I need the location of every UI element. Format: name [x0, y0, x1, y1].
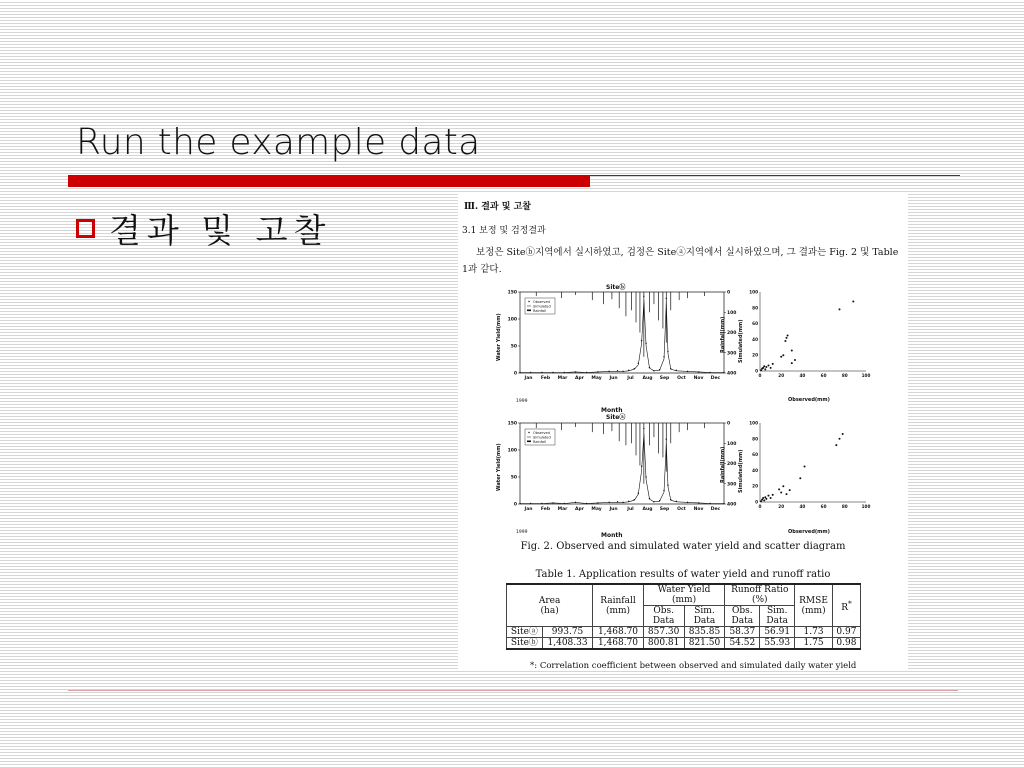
x-tick-label: 80	[841, 373, 848, 378]
observed-point	[709, 503, 710, 504]
scatter-x-label: Observed(mm)	[788, 397, 830, 403]
observed-point	[628, 501, 629, 502]
observed-point	[659, 369, 660, 370]
y2-tick-label: 400	[727, 371, 737, 377]
x-tick-label: 0	[758, 373, 762, 378]
bullet-text: 결과 및 고찰	[109, 211, 332, 250]
y-axis-label-right: Rainfall(mm)	[720, 446, 726, 483]
observed-point	[698, 502, 699, 503]
x-tick-label: Oct	[677, 376, 686, 381]
cell-rr-obs: 58.37	[725, 627, 760, 638]
observed-point	[530, 503, 531, 504]
title-underline-thin	[590, 175, 960, 176]
observed-point	[653, 501, 654, 502]
results-table	[506, 583, 861, 650]
observed-point	[649, 367, 650, 368]
legend-observed-marker	[528, 301, 529, 302]
header-wy-obs: Obs. Data	[643, 606, 684, 627]
y-tick-label: 80	[752, 436, 758, 442]
y2-tick-label: 100	[727, 441, 737, 447]
square-bullet-icon	[76, 219, 95, 238]
observed-point	[586, 503, 587, 504]
scatter-point	[770, 497, 772, 499]
scatter-plot	[748, 288, 876, 386]
y-tick-label: 0	[755, 499, 758, 505]
header-r: R*	[832, 584, 860, 627]
observed-point	[519, 503, 520, 504]
x-tick-label: 20	[778, 373, 785, 378]
x-tick-label: Jan	[524, 507, 533, 512]
x-tick-label: Jul	[627, 376, 634, 381]
cell-wy-obs: 857.30	[643, 627, 684, 638]
x-tick-label: Mar	[557, 507, 568, 512]
scatter-point	[770, 367, 772, 369]
scatter-point	[787, 334, 789, 336]
cell-rainfall: 1,468.70	[593, 627, 643, 638]
header-runoff-ratio: Runoff Ratio (%)	[725, 584, 795, 606]
x-tick-label: Jul	[627, 507, 634, 512]
x-tick-label: Oct	[677, 507, 686, 512]
scatter-point	[778, 488, 780, 490]
scatter-point	[791, 362, 793, 364]
observed-point	[663, 490, 664, 491]
observed-point	[643, 296, 644, 297]
observed-point	[659, 500, 660, 501]
header-rainfall: Rainfall (mm)	[593, 584, 643, 627]
timeseries-svg	[498, 288, 748, 386]
y-tick-label: 150	[507, 421, 517, 427]
x-tick-label: Nov	[693, 376, 704, 381]
observed-point	[564, 503, 565, 504]
observed-point	[687, 371, 688, 372]
x-tick-label: 40	[799, 373, 806, 378]
y2-tick-label: 200	[727, 331, 737, 336]
observed-point	[676, 501, 677, 502]
x-tick-label: Apr	[575, 376, 584, 381]
scatter-point	[772, 494, 774, 496]
cell-wy-sim: 821.50	[684, 638, 725, 650]
cell-area: 993.75	[542, 627, 592, 638]
observed-point	[645, 343, 646, 344]
y-axis-label-right: Rainfall(mm)	[720, 316, 726, 353]
observed-point	[634, 499, 635, 500]
observed-point	[552, 502, 553, 503]
observed-point	[617, 501, 618, 502]
scatter-point	[786, 337, 788, 339]
legend	[525, 429, 555, 445]
x-tick-label: Apr	[575, 507, 584, 512]
x-tick-label: Dec	[710, 376, 721, 381]
header-water-yield: Water Yield (mm)	[643, 584, 725, 606]
observed-point	[670, 368, 671, 369]
scatter-point	[765, 498, 767, 500]
x-tick-label: 100	[861, 504, 871, 509]
cell-rmse: 1.73	[795, 627, 833, 638]
observed-point	[638, 493, 639, 494]
cell-area: 1,408.33	[542, 638, 592, 650]
y-tick-label: 40	[752, 336, 758, 342]
y-tick-label: 0	[513, 502, 517, 508]
x-tick-label: 0	[758, 504, 762, 509]
observed-point	[666, 298, 667, 299]
cell-r: 0.98	[832, 638, 860, 650]
x-tick-label: Sep	[659, 507, 670, 512]
legend-observed-label: Observed	[533, 300, 550, 304]
header-rmse: RMSE (mm)	[795, 584, 833, 627]
scatter-point	[839, 308, 841, 310]
y-tick-label: 150	[507, 290, 517, 296]
observed-point	[649, 498, 650, 499]
x-tick-label: Sep	[659, 376, 670, 381]
observed-point	[597, 502, 598, 503]
table-row	[507, 627, 861, 638]
observed-point	[530, 372, 531, 373]
scatter-y-label: Simulated(mm)	[738, 449, 744, 493]
x-tick-label: 60	[820, 504, 827, 509]
observed-point	[641, 466, 642, 467]
y-tick-label: 50	[510, 344, 517, 350]
y-tick-label: 100	[507, 448, 517, 454]
observed-point	[643, 428, 644, 429]
scatter-point	[767, 495, 769, 497]
legend-observed-label: Observed	[533, 431, 550, 435]
observed-point	[622, 502, 623, 503]
x-tick-label: 80	[841, 504, 848, 509]
scatter-point	[772, 363, 774, 365]
x-tick-label: Feb	[540, 376, 551, 381]
scatter-point	[842, 433, 844, 435]
x-tick-label: 60	[820, 373, 827, 378]
scatter-svg	[748, 288, 876, 386]
scatter-point	[780, 492, 782, 494]
observed-point	[653, 370, 654, 371]
x-tick-label: Aug	[642, 507, 653, 512]
x-tick-label: 40	[799, 504, 806, 509]
x-tick-label: May	[591, 507, 602, 512]
observed-point	[622, 371, 623, 372]
legend	[525, 298, 555, 314]
scatter-point	[782, 485, 784, 487]
scatter-point	[799, 477, 801, 479]
cell-rr-sim: 55.93	[760, 638, 795, 650]
table-caption: Table 1. Application results of water yield and runoff ratio	[535, 569, 831, 580]
subsection-heading: 3.1 보정 및 검정결과	[462, 226, 546, 236]
scatter-point	[786, 493, 788, 495]
observed-point	[552, 372, 553, 373]
observed-point	[608, 502, 609, 503]
y-tick-label: 60	[752, 321, 758, 327]
scatter-point	[763, 499, 765, 501]
observed-point	[519, 372, 520, 373]
timeseries-plot	[498, 419, 748, 517]
observed-point	[541, 372, 542, 373]
y2-tick-label: 0	[727, 421, 731, 427]
observed-point	[586, 372, 587, 373]
scatter-point	[852, 300, 854, 302]
legend-rainfall-label: Rainfall	[533, 440, 547, 444]
observed-point	[645, 476, 646, 477]
observed-point	[564, 372, 565, 373]
y-tick-label: 20	[752, 483, 758, 489]
title-underline-bar	[68, 175, 590, 187]
observed-point	[608, 371, 609, 372]
y-tick-label: 50	[510, 475, 517, 481]
legend-observed-marker	[528, 432, 529, 433]
y-axis-label-left: Water Yield(mm)	[496, 443, 502, 491]
observed-point	[723, 372, 724, 373]
observed-point	[676, 370, 677, 371]
y-tick-label: 20	[752, 352, 758, 358]
observed-point	[667, 351, 668, 352]
observed-point	[575, 502, 576, 503]
observed-point	[667, 484, 668, 485]
scatter-point	[763, 365, 765, 367]
legend-simulated-label: Simulated	[533, 304, 551, 309]
y2-tick-label: 200	[727, 462, 737, 467]
header-wy-sim: Sim. Data	[684, 606, 725, 627]
panel-title: Siteⓐ	[606, 414, 626, 421]
bullet-item	[76, 205, 331, 252]
scatter-point	[765, 366, 767, 368]
scatter-point	[780, 356, 782, 358]
cell-rmse: 1.75	[795, 638, 833, 650]
x-axis-label: Month	[601, 407, 623, 414]
scatter-y-label: Simulated(mm)	[738, 319, 744, 363]
y-tick-label: 100	[507, 317, 517, 323]
y-tick-label: 80	[752, 305, 758, 311]
x-tick-label: Jan	[524, 376, 533, 381]
section-heading: Ⅲ. 결과 및 고찰	[464, 202, 531, 212]
timeseries-plot	[498, 288, 748, 386]
x-tick-label: Jun	[609, 507, 618, 512]
observed-point	[670, 499, 671, 500]
scatter-point	[839, 438, 841, 440]
slide-title: Run the example data	[76, 122, 481, 163]
observed-point	[634, 368, 635, 369]
y2-tick-label: 300	[727, 482, 737, 488]
scatter-point	[784, 340, 786, 342]
y-tick-label: 0	[513, 371, 517, 377]
scatter-point	[782, 354, 784, 356]
x-tick-label: May	[591, 376, 602, 381]
observed-point	[723, 503, 724, 504]
cell-rainfall: 1,468.70	[593, 638, 643, 650]
x-tick-label: 100	[861, 373, 871, 378]
y-tick-label: 40	[752, 467, 758, 473]
paper-excerpt-image	[458, 193, 908, 671]
y2-tick-label: 400	[727, 502, 737, 508]
scatter-point	[835, 444, 837, 446]
x-tick-label: Mar	[557, 376, 568, 381]
observed-point	[709, 372, 710, 373]
scatter-point	[767, 364, 769, 366]
x-tick-label: Feb	[540, 507, 551, 512]
observed-point	[638, 363, 639, 364]
header-rr-obs: Obs. Data	[725, 606, 760, 627]
x-tick-label: Aug	[642, 376, 653, 381]
y-axis-label-left: Water Yield(mm)	[496, 313, 502, 361]
scatter-point	[789, 489, 791, 491]
observed-point	[597, 371, 598, 372]
scatter-point	[764, 368, 766, 370]
y2-tick-label: 0	[727, 290, 731, 296]
cell-rr-obs: 54.52	[725, 638, 760, 650]
observed-point	[698, 371, 699, 372]
cell-r: 0.97	[832, 627, 860, 638]
year-label: 1999	[516, 530, 528, 535]
y-tick-label: 100	[749, 289, 758, 295]
legend-rainfall-marker	[527, 441, 531, 443]
header-rr-sim: Sim. Data	[760, 606, 795, 627]
observed-point	[541, 503, 542, 504]
cell-site: Siteⓐ	[507, 627, 543, 638]
y-tick-label: 100	[749, 420, 758, 426]
y2-tick-label: 300	[727, 351, 737, 357]
scatter-x-label: Observed(mm)	[788, 529, 830, 535]
scatter-plot	[748, 419, 876, 517]
scatter-point	[762, 497, 764, 499]
y-tick-label: 60	[752, 452, 758, 458]
timeseries-svg	[498, 419, 748, 517]
cell-rr-sim: 56.91	[760, 627, 795, 638]
x-tick-label: 20	[778, 504, 785, 509]
observed-point	[575, 371, 576, 372]
legend-rainfall-label: Rainfall	[533, 309, 547, 313]
observed-point	[617, 370, 618, 371]
y2-tick-label: 100	[727, 310, 737, 316]
year-label: 1999	[516, 399, 528, 404]
observed-point	[666, 439, 667, 440]
observed-point	[663, 356, 664, 357]
panel-title: Siteⓑ	[606, 284, 626, 291]
scatter-svg	[748, 419, 876, 517]
scatter-point	[791, 349, 793, 351]
observed-point	[628, 370, 629, 371]
cell-wy-sim: 835.85	[684, 627, 725, 638]
footer-rule	[68, 690, 958, 691]
table-footnote: *: Correlation coefficient between observed and simulated daily water yield	[530, 661, 857, 671]
x-tick-label: Nov	[693, 507, 704, 512]
legend-simulated-label: Simulated	[533, 435, 551, 440]
observed-point	[641, 340, 642, 341]
legend-rainfall-marker	[527, 310, 531, 312]
scatter-point	[794, 359, 796, 361]
scatter-point	[804, 465, 806, 467]
x-tick-label: Jun	[609, 376, 618, 381]
observed-point	[687, 502, 688, 503]
y-tick-label: 0	[755, 368, 758, 374]
table-row	[507, 638, 861, 650]
cell-site: Siteⓑ	[507, 638, 543, 650]
paragraph: 보정은 Siteⓑ지역에서 실시하였고, 검정은 Siteⓐ지역에서 실시하였으며, 그 결과는 Fig. 2 및 Table 1과 같다.	[462, 247, 899, 275]
cell-wy-obs: 800.81	[643, 638, 684, 650]
header-area: Area (ha)	[507, 584, 593, 627]
figure-caption: Fig. 2. Observed and simulated water yield and scatter diagram	[520, 541, 846, 552]
x-axis-label: Month	[601, 532, 623, 539]
x-tick-label: Dec	[710, 507, 721, 512]
